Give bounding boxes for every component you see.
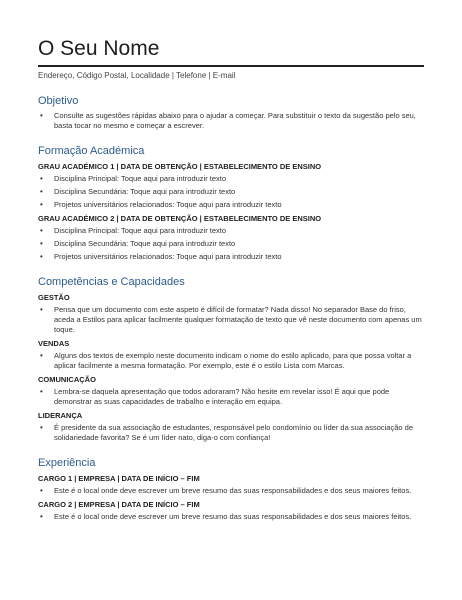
list-item-text: Disciplina Principal: Toque aqui para introduzir texto: [54, 226, 227, 235]
bullet-icon: •: [40, 187, 43, 196]
bullet-icon: •: [40, 239, 43, 248]
skill-list: [38, 423, 424, 443]
list-item[interactable]: [38, 239, 424, 249]
list-item[interactable]: [38, 187, 424, 197]
list-item[interactable]: [38, 512, 424, 522]
skill-heading[interactable]: VENDAS: [38, 339, 70, 348]
bullet-icon: •: [40, 111, 43, 120]
bullet-icon: •: [40, 387, 43, 396]
section-title-experiencia[interactable]: Experiência: [38, 457, 96, 469]
list-item-text: Consulte as sugestões rápidas abaixo para o ajudar a começar. Para substituir o texto da sugestão pelo seu, basta tocar no mesmo e começar a escrever.: [54, 111, 416, 130]
skill-list: [38, 305, 424, 335]
degree-heading[interactable]: GRAU ACADÉMICO 1 | DATA DE OBTENÇÃO | ESTABELECIMENTO DE ENSINO: [38, 162, 322, 171]
bullet-icon: •: [40, 423, 43, 432]
list-item[interactable]: [38, 387, 424, 407]
degree-list: [38, 174, 424, 210]
list-item[interactable]: [38, 252, 424, 262]
header-divider: [38, 65, 424, 67]
job-heading[interactable]: CARGO 1 | EMPRESA | DATA DE INÍCIO – FIM: [38, 474, 200, 483]
list-item-text: É presidente da sua associação de estudantes, responsável pelo condomínio ou líder da sua associação de solidariedade favorita? Se é um líder nato, diga-o com confiança!: [54, 423, 413, 442]
list-item-text: Este é o local onde deve escrever um breve resumo das suas responsabilidades e dos seus maiores feitos.: [54, 512, 412, 521]
bullet-icon: •: [40, 351, 43, 360]
list-item[interactable]: [38, 305, 424, 335]
list-item-text: Disciplina Secundária: Toque aqui para introduzir texto: [54, 187, 236, 196]
list-item-text: Pensa que um documento com este aspeto é difícil de formatar? Nada disso! No separador Base do friso, aceda a Estilos para aplicar facilmente qualquer formatação de texto que vê neste documento com apenas um toque.: [54, 305, 422, 334]
list-item[interactable]: [38, 423, 424, 443]
skill-heading[interactable]: COMUNICAÇÃO: [38, 375, 96, 384]
list-item[interactable]: [38, 174, 424, 184]
list-item-text: Disciplina Secundária: Toque aqui para introduzir texto: [54, 239, 236, 248]
bullet-icon: •: [40, 512, 43, 521]
list-item[interactable]: [38, 486, 424, 496]
section-title-formacao[interactable]: Formação Académica: [38, 145, 145, 157]
list-item-text: Este é o local onde deve escrever um breve resumo das suas responsabilidades e dos seus maiores feitos.: [54, 486, 412, 495]
skill-list: [38, 387, 424, 407]
list-item-text: Lembra-se daquela apresentação que todos adoraram? Não hesite em revelar isso! É aqui que pode demonstrar as suas capacidades de trabalho e interação em equipa.: [54, 387, 390, 406]
bullet-icon: •: [40, 252, 43, 261]
degree-list: [38, 226, 424, 262]
bullet-icon: •: [40, 200, 43, 209]
skill-heading[interactable]: GESTÃO: [38, 293, 70, 302]
bullet-icon: •: [40, 305, 43, 314]
degree-heading[interactable]: GRAU ACADÉMICO 2 | DATA DE OBTENÇÃO | ESTABELECIMENTO DE ENSINO: [38, 214, 322, 223]
bullet-icon: •: [40, 486, 43, 495]
job-list: [38, 512, 424, 522]
list-item-text: Disciplina Principal: Toque aqui para introduzir texto: [54, 174, 227, 183]
job-list: [38, 486, 424, 496]
list-item[interactable]: [38, 351, 424, 371]
section-title-competencias[interactable]: Competências e Capacidades: [38, 276, 185, 288]
job-heading[interactable]: CARGO 2 | EMPRESA | DATA DE INÍCIO – FIM: [38, 500, 200, 509]
list-item[interactable]: [38, 200, 424, 210]
resume-name[interactable]: O Seu Nome: [38, 37, 160, 60]
list-item[interactable]: [38, 111, 424, 131]
list-item-text: Projetos universitários relacionados: Toque aqui para introduzir texto: [54, 200, 282, 209]
list-item-text: Alguns dos textos de exemplo neste documento indicam o nome do estilo aplicado, para que possa voltar a aplicar facilmente a mesma formatação. Por exemplo, este é o estilo Lista com Marcas.: [54, 351, 412, 370]
contact-info[interactable]: Endereço, Código Postal, Localidade | Telefone | E-mail: [38, 71, 236, 80]
section-title-objetivo[interactable]: Objetivo: [38, 95, 79, 107]
list-item-text: Projetos universitários relacionados: Toque aqui para introduzir texto: [54, 252, 282, 261]
objetivo-list: [38, 111, 424, 131]
bullet-icon: •: [40, 226, 43, 235]
skill-heading[interactable]: LIDERANÇA: [38, 411, 83, 420]
skill-list: [38, 351, 424, 371]
list-item[interactable]: [38, 226, 424, 236]
bullet-icon: •: [40, 174, 43, 183]
